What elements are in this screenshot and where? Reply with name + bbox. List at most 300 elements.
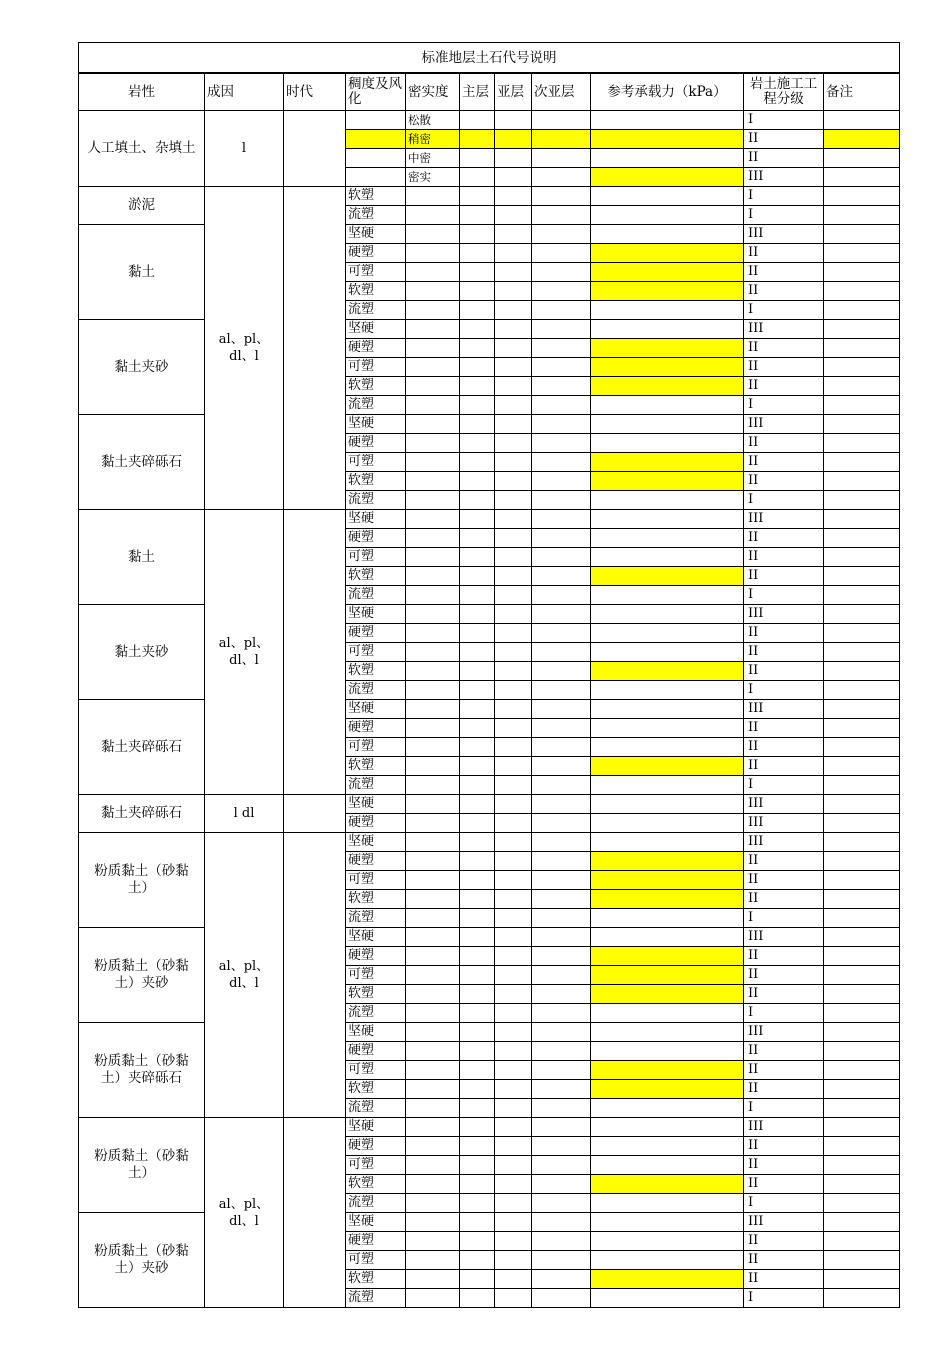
grade-cell: I bbox=[744, 301, 824, 320]
header-remark: 备注 bbox=[824, 73, 900, 111]
bearing-cell bbox=[591, 567, 744, 586]
main-layer-cell bbox=[460, 149, 495, 168]
bearing-cell bbox=[591, 149, 744, 168]
main-layer-cell bbox=[460, 491, 495, 510]
density-cell bbox=[406, 833, 460, 852]
density-cell bbox=[406, 396, 460, 415]
grade-cell: I bbox=[744, 1099, 824, 1118]
sub-sub-layer-cell bbox=[532, 681, 591, 700]
grade-cell: III bbox=[744, 168, 824, 187]
bearing-cell bbox=[591, 1175, 744, 1194]
remark-cell bbox=[824, 111, 900, 130]
consistency-cell bbox=[346, 130, 406, 149]
grade-cell: I bbox=[744, 909, 824, 928]
consistency-cell: 硬塑 bbox=[346, 529, 406, 548]
sub-layer-cell bbox=[495, 890, 532, 909]
origin-cell: al、pl、dl、l bbox=[205, 833, 284, 1118]
density-cell bbox=[406, 738, 460, 757]
remark-cell bbox=[824, 1042, 900, 1061]
main-layer-cell bbox=[460, 928, 495, 947]
remark-cell bbox=[824, 852, 900, 871]
grade-cell: II bbox=[744, 1156, 824, 1175]
remark-cell bbox=[824, 263, 900, 282]
remark-cell bbox=[824, 1099, 900, 1118]
main-layer-cell bbox=[460, 1042, 495, 1061]
main-layer-cell bbox=[460, 339, 495, 358]
sub-layer-cell bbox=[495, 1061, 532, 1080]
density-cell bbox=[406, 871, 460, 890]
main-layer-cell bbox=[460, 700, 495, 719]
sub-layer-cell bbox=[495, 244, 532, 263]
consistency-cell: 可塑 bbox=[346, 738, 406, 757]
main-layer-cell bbox=[460, 244, 495, 263]
sub-sub-layer-cell bbox=[532, 415, 591, 434]
sub-sub-layer-cell bbox=[532, 1023, 591, 1042]
bearing-cell bbox=[591, 1194, 744, 1213]
lithology-cell: 人工填土、杂填土 bbox=[79, 111, 205, 187]
sub-sub-layer-cell bbox=[532, 244, 591, 263]
sub-layer-cell bbox=[495, 1270, 532, 1289]
sub-sub-layer-cell bbox=[532, 377, 591, 396]
remark-cell bbox=[824, 567, 900, 586]
sub-layer-cell bbox=[495, 928, 532, 947]
consistency-cell: 坚硬 bbox=[346, 1023, 406, 1042]
sub-sub-layer-cell bbox=[532, 548, 591, 567]
remark-cell bbox=[824, 1118, 900, 1137]
bearing-cell bbox=[591, 719, 744, 738]
sub-layer-cell bbox=[495, 149, 532, 168]
bearing-cell bbox=[591, 1061, 744, 1080]
consistency-cell: 流塑 bbox=[346, 776, 406, 795]
main-layer-cell bbox=[460, 1194, 495, 1213]
consistency-cell: 硬塑 bbox=[346, 1137, 406, 1156]
sub-layer-cell bbox=[495, 1004, 532, 1023]
density-cell bbox=[406, 852, 460, 871]
consistency-cell: 硬塑 bbox=[346, 852, 406, 871]
consistency-cell: 软塑 bbox=[346, 1080, 406, 1099]
sub-layer-cell bbox=[495, 453, 532, 472]
grade-cell: I bbox=[744, 187, 824, 206]
grade-cell: III bbox=[744, 833, 824, 852]
main-layer-cell bbox=[460, 472, 495, 491]
density-cell bbox=[406, 1023, 460, 1042]
main-layer-cell bbox=[460, 320, 495, 339]
table-title: 标准地层土石代号说明 bbox=[79, 43, 900, 74]
grade-cell: II bbox=[744, 1080, 824, 1099]
density-cell bbox=[406, 1042, 460, 1061]
lithology-cell: 粉质黏土（砂黏土） bbox=[79, 833, 205, 928]
bearing-cell bbox=[591, 605, 744, 624]
grade-cell: III bbox=[744, 1023, 824, 1042]
density-cell bbox=[406, 890, 460, 909]
sub-layer-cell bbox=[495, 662, 532, 681]
consistency-cell: 坚硬 bbox=[346, 928, 406, 947]
sub-layer-cell bbox=[495, 358, 532, 377]
sub-layer-cell bbox=[495, 947, 532, 966]
remark-cell bbox=[824, 149, 900, 168]
main-layer-cell bbox=[460, 871, 495, 890]
sub-sub-layer-cell bbox=[532, 947, 591, 966]
grade-cell: III bbox=[744, 1118, 824, 1137]
sub-sub-layer-cell bbox=[532, 567, 591, 586]
consistency-cell: 软塑 bbox=[346, 187, 406, 206]
bearing-cell bbox=[591, 776, 744, 795]
main-layer-cell bbox=[460, 890, 495, 909]
sub-layer-cell bbox=[495, 263, 532, 282]
remark-cell bbox=[824, 624, 900, 643]
bearing-cell bbox=[591, 814, 744, 833]
remark-cell bbox=[824, 396, 900, 415]
sub-sub-layer-cell bbox=[532, 852, 591, 871]
main-layer-cell bbox=[460, 947, 495, 966]
grade-cell: I bbox=[744, 396, 824, 415]
consistency-cell: 硬塑 bbox=[346, 624, 406, 643]
density-cell bbox=[406, 1194, 460, 1213]
sub-layer-cell bbox=[495, 1232, 532, 1251]
sub-layer-cell bbox=[495, 320, 532, 339]
sub-sub-layer-cell bbox=[532, 1213, 591, 1232]
bearing-cell bbox=[591, 1251, 744, 1270]
sub-sub-layer-cell bbox=[532, 700, 591, 719]
origin-cell: al、pl、dl、l bbox=[205, 187, 284, 510]
main-layer-cell bbox=[460, 263, 495, 282]
consistency-cell: 可塑 bbox=[346, 871, 406, 890]
grade-cell: II bbox=[744, 282, 824, 301]
header-grade: 岩土施工工程分级 bbox=[744, 73, 824, 111]
remark-cell bbox=[824, 1251, 900, 1270]
bearing-cell bbox=[591, 1232, 744, 1251]
bearing-cell bbox=[591, 187, 744, 206]
density-cell bbox=[406, 1213, 460, 1232]
density-cell bbox=[406, 225, 460, 244]
grade-cell: II bbox=[744, 1061, 824, 1080]
remark-cell bbox=[824, 871, 900, 890]
main-layer-cell bbox=[460, 681, 495, 700]
sub-sub-layer-cell bbox=[532, 738, 591, 757]
table-row bbox=[79, 605, 900, 624]
density-cell bbox=[406, 415, 460, 434]
remark-cell bbox=[824, 890, 900, 909]
sub-layer-cell bbox=[495, 852, 532, 871]
remark-cell bbox=[824, 1270, 900, 1289]
remark-cell bbox=[824, 434, 900, 453]
sub-sub-layer-cell bbox=[532, 833, 591, 852]
sub-layer-cell bbox=[495, 719, 532, 738]
remark-cell bbox=[824, 1175, 900, 1194]
sub-sub-layer-cell bbox=[532, 871, 591, 890]
consistency-cell: 软塑 bbox=[346, 377, 406, 396]
table-row bbox=[79, 111, 900, 130]
sub-sub-layer-cell bbox=[532, 1042, 591, 1061]
lithology-cell: 黏土 bbox=[79, 225, 205, 320]
remark-cell bbox=[824, 605, 900, 624]
remark-cell bbox=[824, 719, 900, 738]
sub-layer-cell bbox=[495, 396, 532, 415]
era-cell bbox=[284, 111, 346, 187]
remark-cell bbox=[824, 510, 900, 529]
remark-cell bbox=[824, 833, 900, 852]
grade-cell: III bbox=[744, 320, 824, 339]
main-layer-cell bbox=[460, 168, 495, 187]
consistency-cell: 可塑 bbox=[346, 643, 406, 662]
grade-cell: II bbox=[744, 567, 824, 586]
density-cell bbox=[406, 1061, 460, 1080]
era-cell bbox=[284, 510, 346, 795]
grade-cell: II bbox=[744, 662, 824, 681]
remark-cell bbox=[824, 282, 900, 301]
density-cell bbox=[406, 1004, 460, 1023]
grade-cell: II bbox=[744, 1270, 824, 1289]
grade-cell: II bbox=[744, 1137, 824, 1156]
density-cell bbox=[406, 187, 460, 206]
grade-cell: III bbox=[744, 225, 824, 244]
density-cell bbox=[406, 567, 460, 586]
main-layer-cell bbox=[460, 909, 495, 928]
consistency-cell: 可塑 bbox=[346, 1251, 406, 1270]
sub-sub-layer-cell bbox=[532, 358, 591, 377]
origin-cell: al、pl、dl、l bbox=[205, 1118, 284, 1308]
bearing-cell bbox=[591, 833, 744, 852]
bearing-cell bbox=[591, 244, 744, 263]
bearing-cell bbox=[591, 1270, 744, 1289]
lithology-cell: 粉质黏土（砂黏土）夹碎砾石 bbox=[79, 1023, 205, 1118]
header-consistency: 稠度及风化 bbox=[346, 73, 406, 111]
consistency-cell: 硬塑 bbox=[346, 719, 406, 738]
remark-cell bbox=[824, 1213, 900, 1232]
density-cell bbox=[406, 320, 460, 339]
sub-layer-cell bbox=[495, 757, 532, 776]
sub-sub-layer-cell bbox=[532, 111, 591, 130]
sub-sub-layer-cell bbox=[532, 1251, 591, 1270]
grade-cell: I bbox=[744, 111, 824, 130]
consistency-cell: 流塑 bbox=[346, 1289, 406, 1308]
remark-cell bbox=[824, 738, 900, 757]
main-layer-cell bbox=[460, 624, 495, 643]
remark-cell bbox=[824, 1194, 900, 1213]
grade-cell: II bbox=[744, 358, 824, 377]
main-layer-cell bbox=[460, 814, 495, 833]
grade-cell: II bbox=[744, 1175, 824, 1194]
sub-layer-cell bbox=[495, 871, 532, 890]
sub-layer-cell bbox=[495, 1194, 532, 1213]
bearing-cell bbox=[591, 890, 744, 909]
density-cell bbox=[406, 909, 460, 928]
density-cell bbox=[406, 301, 460, 320]
grade-cell: II bbox=[744, 434, 824, 453]
consistency-cell: 坚硬 bbox=[346, 510, 406, 529]
sub-sub-layer-cell bbox=[532, 586, 591, 605]
grade-cell: III bbox=[744, 814, 824, 833]
density-cell bbox=[406, 947, 460, 966]
grade-cell: III bbox=[744, 700, 824, 719]
bearing-cell bbox=[591, 415, 744, 434]
table-row bbox=[79, 833, 900, 852]
header-sub-sub-layer: 次亚层 bbox=[532, 73, 591, 111]
remark-cell bbox=[824, 1080, 900, 1099]
bearing-cell bbox=[591, 1004, 744, 1023]
grade-cell: II bbox=[744, 263, 824, 282]
grade-cell: II bbox=[744, 244, 824, 263]
consistency-cell: 坚硬 bbox=[346, 320, 406, 339]
sub-sub-layer-cell bbox=[532, 320, 591, 339]
main-layer-cell bbox=[460, 1156, 495, 1175]
sub-sub-layer-cell bbox=[532, 757, 591, 776]
main-layer-cell bbox=[460, 396, 495, 415]
bearing-cell bbox=[591, 453, 744, 472]
main-layer-cell bbox=[460, 1213, 495, 1232]
density-cell bbox=[406, 263, 460, 282]
consistency-cell: 流塑 bbox=[346, 396, 406, 415]
consistency-cell: 可塑 bbox=[346, 1156, 406, 1175]
main-layer-cell bbox=[460, 1289, 495, 1308]
sub-sub-layer-cell bbox=[532, 985, 591, 1004]
density-cell bbox=[406, 1232, 460, 1251]
consistency-cell: 坚硬 bbox=[346, 700, 406, 719]
main-layer-cell bbox=[460, 510, 495, 529]
sub-layer-cell bbox=[495, 624, 532, 643]
grade-cell: II bbox=[744, 1251, 824, 1270]
consistency-cell: 流塑 bbox=[346, 1004, 406, 1023]
density-cell bbox=[406, 358, 460, 377]
remark-cell bbox=[824, 814, 900, 833]
consistency-cell: 坚硬 bbox=[346, 225, 406, 244]
table-row bbox=[79, 928, 900, 947]
consistency-cell: 硬塑 bbox=[346, 1042, 406, 1061]
remark-cell bbox=[824, 586, 900, 605]
bearing-cell bbox=[591, 111, 744, 130]
sub-sub-layer-cell bbox=[532, 1099, 591, 1118]
sub-layer-cell bbox=[495, 187, 532, 206]
density-cell bbox=[406, 491, 460, 510]
bearing-cell bbox=[591, 510, 744, 529]
density-cell: 中密 bbox=[406, 149, 460, 168]
density-cell bbox=[406, 1118, 460, 1137]
bearing-cell bbox=[591, 757, 744, 776]
consistency-cell: 硬塑 bbox=[346, 434, 406, 453]
sub-layer-cell bbox=[495, 529, 532, 548]
density-cell bbox=[406, 966, 460, 985]
remark-cell bbox=[824, 206, 900, 225]
density-cell bbox=[406, 510, 460, 529]
consistency-cell: 流塑 bbox=[346, 909, 406, 928]
sub-layer-cell bbox=[495, 985, 532, 1004]
sub-sub-layer-cell bbox=[532, 1004, 591, 1023]
sub-layer-cell bbox=[495, 225, 532, 244]
consistency-cell: 可塑 bbox=[346, 453, 406, 472]
main-layer-cell bbox=[460, 1004, 495, 1023]
sub-sub-layer-cell bbox=[532, 1118, 591, 1137]
sub-sub-layer-cell bbox=[532, 130, 591, 149]
sub-sub-layer-cell bbox=[532, 890, 591, 909]
density-cell bbox=[406, 1080, 460, 1099]
consistency-cell: 流塑 bbox=[346, 681, 406, 700]
grade-cell: II bbox=[744, 339, 824, 358]
grade-cell: III bbox=[744, 510, 824, 529]
grade-cell: II bbox=[744, 719, 824, 738]
table-row bbox=[79, 320, 900, 339]
sub-layer-cell bbox=[495, 605, 532, 624]
consistency-cell: 坚硬 bbox=[346, 1118, 406, 1137]
consistency-cell: 坚硬 bbox=[346, 795, 406, 814]
bearing-cell bbox=[591, 396, 744, 415]
lithology-cell: 粉质黏土（砂黏土） bbox=[79, 1118, 205, 1213]
grade-cell: III bbox=[744, 928, 824, 947]
main-layer-cell bbox=[460, 1232, 495, 1251]
main-layer-cell bbox=[460, 358, 495, 377]
grade-cell: I bbox=[744, 681, 824, 700]
sub-sub-layer-cell bbox=[532, 795, 591, 814]
grade-cell: II bbox=[744, 624, 824, 643]
sub-layer-cell bbox=[495, 1251, 532, 1270]
bearing-cell bbox=[591, 472, 744, 491]
consistency-cell: 可塑 bbox=[346, 358, 406, 377]
remark-cell bbox=[824, 757, 900, 776]
grade-cell: I bbox=[744, 776, 824, 795]
sub-layer-cell bbox=[495, 1175, 532, 1194]
header-sub-layer: 亚层 bbox=[495, 73, 532, 111]
bearing-cell bbox=[591, 1023, 744, 1042]
grade-cell: III bbox=[744, 1213, 824, 1232]
remark-cell bbox=[824, 415, 900, 434]
bearing-cell bbox=[591, 282, 744, 301]
grade-cell: II bbox=[744, 738, 824, 757]
remark-cell bbox=[824, 244, 900, 263]
header-main-layer: 主层 bbox=[460, 73, 495, 111]
bearing-cell bbox=[591, 871, 744, 890]
bearing-cell bbox=[591, 947, 744, 966]
era-cell bbox=[284, 795, 346, 833]
remark-cell bbox=[824, 643, 900, 662]
main-layer-cell bbox=[460, 548, 495, 567]
sub-layer-cell bbox=[495, 700, 532, 719]
grade-cell: II bbox=[744, 1042, 824, 1061]
sub-layer-cell bbox=[495, 738, 532, 757]
sub-sub-layer-cell bbox=[532, 643, 591, 662]
sub-layer-cell bbox=[495, 1118, 532, 1137]
density-cell bbox=[406, 529, 460, 548]
main-layer-cell bbox=[460, 985, 495, 1004]
main-layer-cell bbox=[460, 377, 495, 396]
bearing-cell bbox=[591, 263, 744, 282]
sub-layer-cell bbox=[495, 814, 532, 833]
sub-sub-layer-cell bbox=[532, 472, 591, 491]
density-cell bbox=[406, 757, 460, 776]
main-layer-cell bbox=[460, 282, 495, 301]
grade-cell: II bbox=[744, 643, 824, 662]
lithology-cell: 黏土夹碎砾石 bbox=[79, 415, 205, 510]
bearing-cell bbox=[591, 738, 744, 757]
sub-layer-cell bbox=[495, 776, 532, 795]
consistency-cell: 流塑 bbox=[346, 1194, 406, 1213]
bearing-cell bbox=[591, 966, 744, 985]
consistency-cell: 坚硬 bbox=[346, 833, 406, 852]
bearing-cell bbox=[591, 852, 744, 871]
table-row bbox=[79, 225, 900, 244]
main-layer-cell bbox=[460, 1270, 495, 1289]
main-layer-cell bbox=[460, 434, 495, 453]
main-layer-cell bbox=[460, 1175, 495, 1194]
grade-cell: II bbox=[744, 871, 824, 890]
bearing-cell bbox=[591, 1080, 744, 1099]
sub-sub-layer-cell bbox=[532, 1175, 591, 1194]
main-layer-cell bbox=[460, 776, 495, 795]
sub-layer-cell bbox=[495, 1156, 532, 1175]
main-layer-cell bbox=[460, 206, 495, 225]
sub-sub-layer-cell bbox=[532, 624, 591, 643]
lithology-cell: 黏土夹碎砾石 bbox=[79, 700, 205, 795]
origin-cell: al、pl、dl、l bbox=[205, 510, 284, 795]
sub-layer-cell bbox=[495, 282, 532, 301]
